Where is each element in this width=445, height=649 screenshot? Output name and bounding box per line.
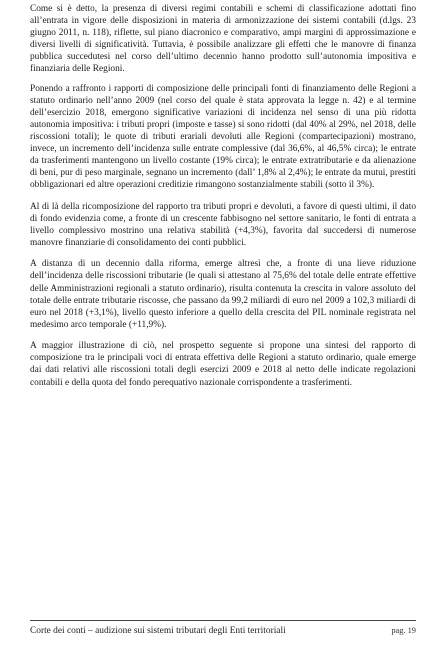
paragraph-1: Come si è detto, la presenza di diversi regimi contabili e schemi di classificazione adottati fino all’entrata in vigore delle disposizioni in materia di armonizzazione dei sistemi contabili (d.lgs. 23 giugno 2011, n. 118), riflette, sul piano diacronico e comparativo, ampi margini di approssimazione e diversi livelli di significatività. Tuttavia, è possibile analizzare gli effetti che le manovre di finanza pubblica succedutesi nel corso dell’ultimo decennio hanno prodotto sull’autonomia impositiva e finanziaria delle Regioni. <box>30 4 416 75</box>
page-number: pag. 19 <box>391 626 416 635</box>
paragraph-4: A distanza di un decennio dalla riforma, emerge altresì che, a fronte di una lieve riduzione dell’incidenza delle riscossioni tributarie (le quali si attestano al 75,6% del totale delle entrate effettive delle Amministrazioni regionali a statuto ordinario), risulta contenuta la crescita in valore assoluto del totale delle entrate tributarie riscosse, che passano da 99,2 miliardi di euro nel 2009 a 102,3 miliardi di euro nel 2018 (+3,1%), livello questo inferiore a quello della crescita del PIL nominale registrata nel medesimo arco temporale (+11,9%). <box>30 259 416 330</box>
page-footer <box>30 620 416 636</box>
footer-title: Corte dei conti – audizione sui sistemi tributari degli Enti territoriali <box>30 626 286 636</box>
paragraph-3: Al di là della ricomposizione del rapporto tra tributi propri e devoluti, a favore di questi ultimi, il dato di fondo evidenzia come, a fronte di un crescente fabbisogno nel settore sanitario, le fonti di entrata a livello complessivo mostrino una relativa stabilità (+4,3%), favorita dal succedersi di numerose manovre finanziarie di consolidamento dei conti pubblici. <box>30 201 416 248</box>
body-text <box>30 3 416 398</box>
paragraph-5: A maggior illustrazione di ciò, nel prospetto seguente si propone una sintesi del rapporto di composizione tra le principali voci di entrata effettiva delle Regioni a statuto ordinario, quale emerge dai dati relativi alle riscossioni totali degli esercizi 2009 e 2018 al netto delle indicate regolazioni contabili e della quota del fondo perequativo nazionale corrispondente a trasferimenti. <box>30 341 416 388</box>
paragraph-2: Ponendo a raffronto i rapporti di composizione delle principali fonti di finanziamento delle Regioni a statuto ordinario nell’anno 2009 (nel corso del quale è stata approvata la legge n. 42) e al termine dell’esercizio 2018, emergono significative variazioni di incidenza nel senso di una più ridotta autonomia impositiva: i tributi propri (imposte e tasse) si sono ridotti (dal 40% al 29%, nel 2018, delle riscossioni totali); le quote di tributi erariali devoluti alle Regioni (compartecipazioni) mostrano, invece, un incremento dell’incidenza sulle entrate complessive (dal 36,6%, al 46,5% circa); le entrate da trasferimenti mantengono un livello costante (19% circa); le entrate extratributarie e da alienazione di beni, pur di peso marginale, segnano un incremento (dall’ 1,8% al 2,4%); le entrate da mutui, prestiti obbligazionari ed altre operazioni creditizie rimangono sostanzialmente stabili (sotto il 3%). <box>30 83 416 191</box>
